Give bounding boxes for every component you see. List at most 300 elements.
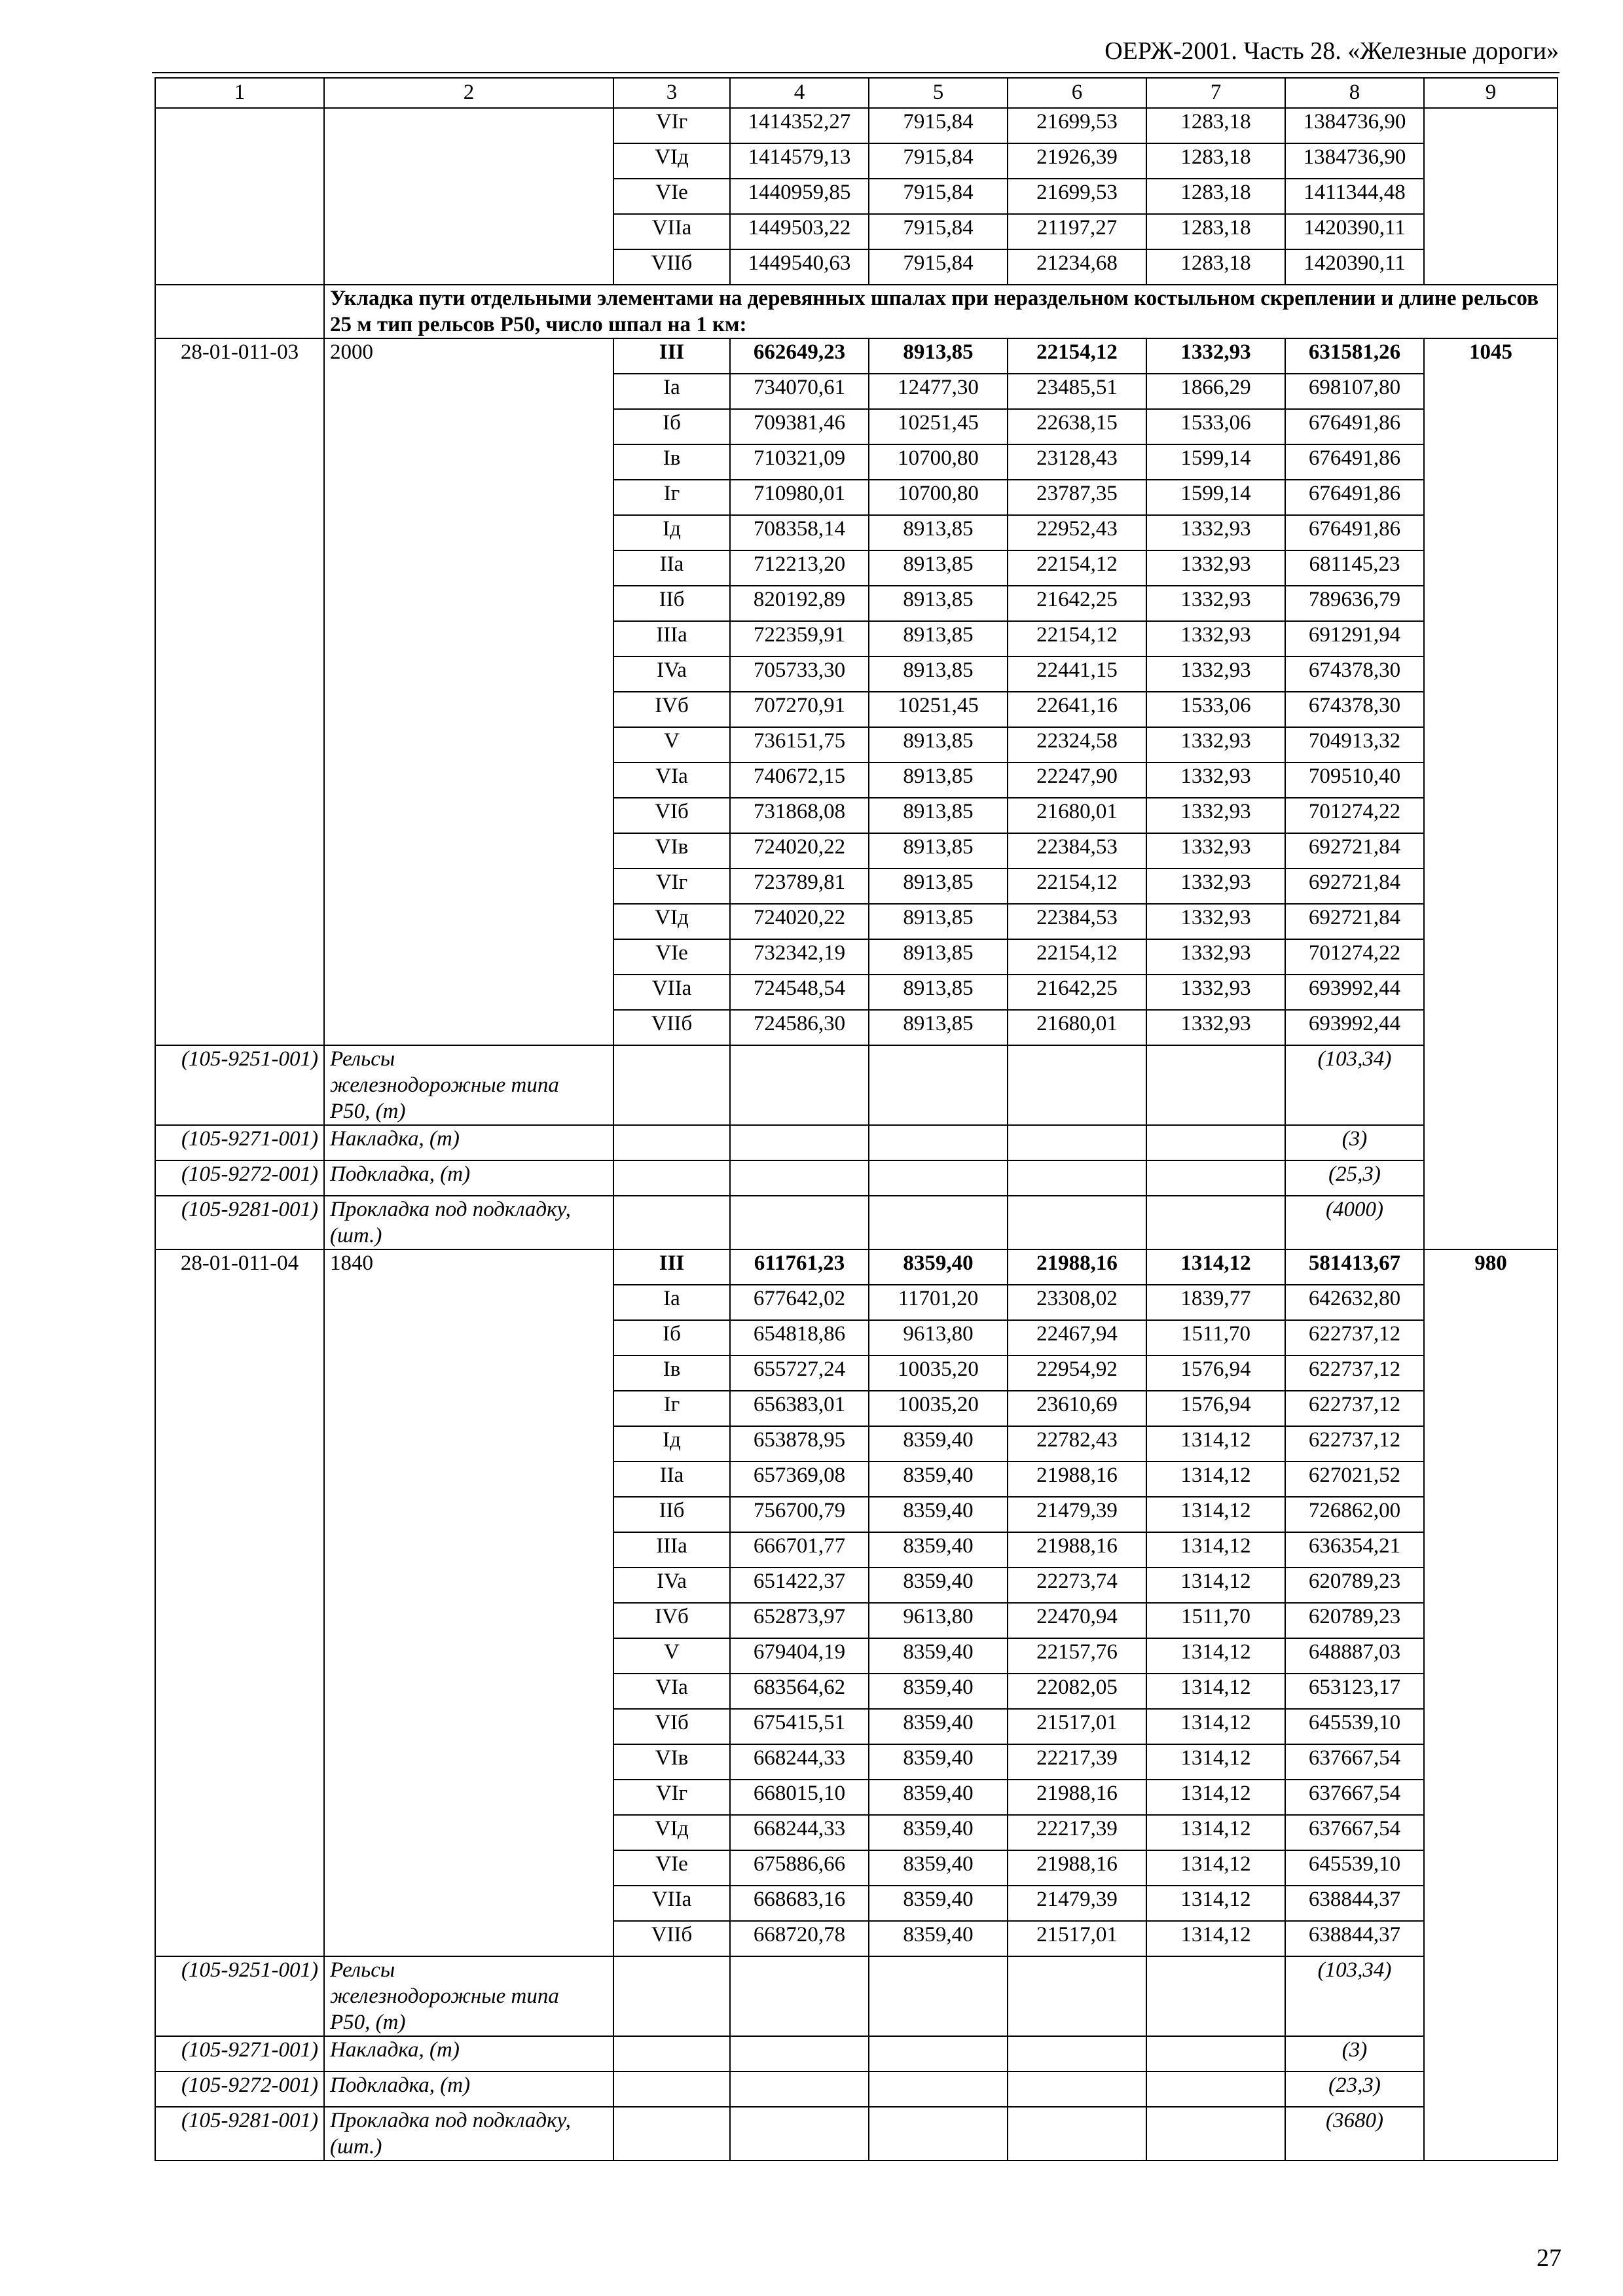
machines-cell: 23787,35: [1008, 480, 1146, 515]
materials-cost-cell: 622737,12: [1285, 1355, 1424, 1391]
empty-cell: [869, 1160, 1008, 1196]
wages-cell: 9613,80: [869, 1320, 1008, 1355]
materials-cost-cell: 622737,12: [1285, 1320, 1424, 1355]
material-name-line: Р50, (т): [330, 1100, 406, 1123]
wages-cell: 8913,85: [869, 515, 1008, 550]
code-cell: [155, 285, 324, 338]
materials-cost-cell: 676491,86: [1285, 409, 1424, 444]
materials-cost-cell: 637667,54: [1285, 1744, 1424, 1780]
sleepers-count-cell: 1840: [324, 1249, 613, 1956]
price-zone-cell: VIa: [613, 762, 730, 798]
wages-cell: 12477,30: [869, 374, 1008, 409]
description-cell: [324, 108, 613, 285]
machinist-wages-cell: 1332,93: [1146, 798, 1285, 833]
material-quantity: (4000): [1285, 1196, 1424, 1249]
materials-cost-cell: 692721,84: [1285, 833, 1424, 869]
price-zone-cell: VIд: [613, 143, 730, 179]
machines-cell: 21988,16: [1008, 1780, 1146, 1815]
direct-cost-cell: 1440959,85: [730, 179, 869, 214]
price-zone-cell: VIг: [613, 1780, 730, 1815]
empty-cell: [869, 1196, 1008, 1249]
materials-cost-cell: 674378,30: [1285, 656, 1424, 692]
empty-cell: [613, 1125, 730, 1160]
material-quantity: (23,3): [1285, 2072, 1424, 2107]
machinist-wages-cell: 1511,70: [1146, 1603, 1285, 1638]
materials-cost-cell: 789636,79: [1285, 586, 1424, 621]
empty-cell: [730, 1956, 869, 2036]
machines-cell: 22157,76: [1008, 1638, 1146, 1674]
wages-cell: 8913,85: [869, 586, 1008, 621]
empty-cell: [1008, 2036, 1146, 2072]
empty-cell: [613, 2072, 730, 2107]
machines-cell: 21988,16: [1008, 1532, 1146, 1568]
material-quantity: (3680): [1285, 2107, 1424, 2161]
material-row: [155, 1196, 1558, 1249]
wages-cell: 8913,85: [869, 939, 1008, 975]
machinist-wages-cell: 1314,12: [1146, 1568, 1285, 1603]
direct-cost-cell: 724548,54: [730, 975, 869, 1010]
wages-cell: 8913,85: [869, 727, 1008, 762]
price-zone-cell: III: [613, 1249, 730, 1285]
machines-cell: 21988,16: [1008, 1462, 1146, 1497]
machinist-wages-cell: 1332,93: [1146, 762, 1285, 798]
empty-cell: [1146, 2107, 1285, 2161]
wages-cell: 10700,80: [869, 480, 1008, 515]
empty-cell: [1146, 2036, 1285, 2072]
machinist-wages-cell: 1314,12: [1146, 1462, 1285, 1497]
wages-cell: 8359,40: [869, 1462, 1008, 1497]
wages-cell: 11701,20: [869, 1285, 1008, 1320]
machines-cell: 22154,12: [1008, 550, 1146, 586]
price-zone-cell: III: [613, 338, 730, 374]
machinist-wages-cell: 1283,18: [1146, 249, 1285, 285]
machines-cell: 21926,39: [1008, 143, 1146, 179]
empty-cell: [1008, 2072, 1146, 2107]
machinist-wages-cell: 1332,93: [1146, 904, 1285, 939]
material-code: (105-9271-001): [155, 2036, 324, 2072]
machinist-wages-cell: 1332,93: [1146, 939, 1285, 975]
column-number-9: 9: [1424, 78, 1558, 108]
direct-cost-cell: 651422,37: [730, 1568, 869, 1603]
material-name-line: Прокладка под подкладку,: [330, 1198, 571, 1221]
price-zone-cell: VIг: [613, 108, 730, 143]
material-name: [324, 2107, 613, 2161]
material-row: [155, 1045, 1558, 1125]
material-name-line: (шт.): [330, 2135, 382, 2159]
machines-cell: 21479,39: [1008, 1497, 1146, 1532]
direct-cost-cell: 1414352,27: [730, 108, 869, 143]
empty-cell: [869, 2072, 1008, 2107]
direct-cost-cell: 732342,19: [730, 939, 869, 975]
material-quantity: (3): [1285, 2036, 1424, 2072]
materials-cost-cell: 581413,67: [1285, 1249, 1424, 1285]
material-name-line: железнодорожные типа: [330, 1073, 559, 1097]
price-zone-cell: IIб: [613, 1497, 730, 1532]
page-header: ОЕРЖ-2001. Часть 28. «Железные дороги»: [1104, 37, 1559, 65]
price-zone-cell: Iв: [613, 1355, 730, 1391]
wages-cell: 8359,40: [869, 1921, 1008, 1956]
machines-cell: 22638,15: [1008, 409, 1146, 444]
price-zone-cell: IIa: [613, 550, 730, 586]
materials-cost-cell: 692721,84: [1285, 869, 1424, 904]
materials-cost-cell: 701274,22: [1285, 939, 1424, 975]
empty-cell: [613, 1196, 730, 1249]
material-name: [324, 1160, 613, 1196]
machines-cell: 22441,15: [1008, 656, 1146, 692]
material-name-line: Р50, (т): [330, 2011, 406, 2034]
materials-cost-cell: 631581,26: [1285, 338, 1424, 374]
wages-cell: 8913,85: [869, 550, 1008, 586]
price-table: [155, 77, 1558, 2161]
machines-cell: 22782,43: [1008, 1426, 1146, 1462]
machinist-wages-cell: 1314,12: [1146, 1532, 1285, 1568]
wages-cell: 8359,40: [869, 1249, 1008, 1285]
table-row: [155, 1249, 1558, 1285]
price-zone-cell: VIIa: [613, 1886, 730, 1921]
machinist-wages-cell: 1332,93: [1146, 869, 1285, 904]
machines-cell: 22954,92: [1008, 1355, 1146, 1391]
wages-cell: 7915,84: [869, 179, 1008, 214]
wages-cell: 8913,85: [869, 338, 1008, 374]
price-zone-cell: IIIa: [613, 621, 730, 656]
wages-cell: 8913,85: [869, 869, 1008, 904]
machines-cell: 22641,16: [1008, 692, 1146, 727]
machines-cell: 22154,12: [1008, 869, 1146, 904]
material-name-line: Рельсы: [330, 1047, 395, 1071]
machines-cell: 23610,69: [1008, 1391, 1146, 1426]
materials-cost-cell: 622737,12: [1285, 1426, 1424, 1462]
direct-cost-cell: 731868,08: [730, 798, 869, 833]
material-name: [324, 1125, 613, 1160]
materials-cost-cell: 701274,22: [1285, 798, 1424, 833]
machines-cell: 22384,53: [1008, 833, 1146, 869]
price-zone-cell: Iб: [613, 1320, 730, 1355]
wages-cell: 9613,80: [869, 1603, 1008, 1638]
material-name-line: Рельсы: [330, 1958, 395, 1982]
direct-cost-cell: 668015,10: [730, 1780, 869, 1815]
wages-cell: 10035,20: [869, 1355, 1008, 1391]
machines-cell: 21234,68: [1008, 249, 1146, 285]
price-zone-cell: Ia: [613, 1285, 730, 1320]
material-row: [155, 2036, 1558, 2072]
price-zone-cell: Iг: [613, 1391, 730, 1426]
empty-cell: [1146, 1196, 1285, 1249]
materials-cost-cell: 726862,00: [1285, 1497, 1424, 1532]
materials-cost-cell: 620789,23: [1285, 1568, 1424, 1603]
wages-cell: 8913,85: [869, 1010, 1008, 1045]
machinist-wages-cell: 1314,12: [1146, 1744, 1285, 1780]
price-zone-cell: VIд: [613, 904, 730, 939]
wages-cell: 8359,40: [869, 1780, 1008, 1815]
machines-cell: 22470,94: [1008, 1603, 1146, 1638]
wages-cell: 8359,40: [869, 1850, 1008, 1886]
price-zone-cell: Iг: [613, 480, 730, 515]
wages-cell: 8913,85: [869, 762, 1008, 798]
machines-cell: 22154,12: [1008, 939, 1146, 975]
direct-cost-cell: 654818,86: [730, 1320, 869, 1355]
wages-cell: 8359,40: [869, 1638, 1008, 1674]
price-zone-cell: Iв: [613, 444, 730, 480]
material-quantity: (25,3): [1285, 1160, 1424, 1196]
empty-cell: [1146, 1125, 1285, 1160]
machinist-wages-cell: 1866,29: [1146, 374, 1285, 409]
price-zone-cell: Iд: [613, 1426, 730, 1462]
machines-cell: 23308,02: [1008, 1285, 1146, 1320]
empty-cell: [1008, 1956, 1146, 2036]
empty-cell: [613, 1045, 730, 1125]
machinist-wages-cell: 1283,18: [1146, 108, 1285, 143]
empty-cell: [1008, 1045, 1146, 1125]
machines-cell: 21517,01: [1008, 1921, 1146, 1956]
direct-cost-cell: 675415,51: [730, 1709, 869, 1744]
machinist-wages-cell: 1576,94: [1146, 1355, 1285, 1391]
machines-cell: 22467,94: [1008, 1320, 1146, 1355]
section-title-row: [155, 285, 1558, 338]
price-zone-cell: VIe: [613, 179, 730, 214]
materials-cost-cell: 1411344,48: [1285, 179, 1424, 214]
materials-cost-cell: 627021,52: [1285, 1462, 1424, 1497]
direct-cost-cell: 722359,91: [730, 621, 869, 656]
price-zone-cell: VIe: [613, 939, 730, 975]
direct-cost-cell: 1449503,22: [730, 214, 869, 249]
direct-cost-cell: 683564,62: [730, 1674, 869, 1709]
machinist-wages-cell: 1283,18: [1146, 179, 1285, 214]
column-number-4: 4: [730, 78, 869, 108]
machines-cell: 22154,12: [1008, 338, 1146, 374]
materials-cost-cell: 622737,12: [1285, 1391, 1424, 1426]
wages-cell: 8913,85: [869, 904, 1008, 939]
machinist-wages-cell: 1332,93: [1146, 621, 1285, 656]
workers-cell: [1424, 108, 1558, 285]
table-row: [155, 338, 1558, 374]
column-number-1: 1: [155, 78, 324, 108]
empty-cell: [869, 2107, 1008, 2161]
machinist-wages-cell: 1314,12: [1146, 1886, 1285, 1921]
machines-cell: 22324,58: [1008, 727, 1146, 762]
price-zone-cell: V: [613, 1638, 730, 1674]
material-code: (105-9281-001): [155, 2107, 324, 2161]
machines-cell: 23485,51: [1008, 374, 1146, 409]
materials-cost-cell: 676491,86: [1285, 480, 1424, 515]
workers-cell: 1045: [1424, 338, 1558, 1249]
empty-cell: [1146, 1956, 1285, 2036]
materials-cost-cell: 645539,10: [1285, 1709, 1424, 1744]
material-quantity: (3): [1285, 1125, 1424, 1160]
wages-cell: 8913,85: [869, 975, 1008, 1010]
column-number-row: [155, 78, 1558, 108]
price-zone-cell: IVa: [613, 1568, 730, 1603]
direct-cost-cell: 662649,23: [730, 338, 869, 374]
wages-cell: 7915,84: [869, 214, 1008, 249]
direct-cost-cell: 656383,01: [730, 1391, 869, 1426]
materials-cost-cell: 638844,37: [1285, 1921, 1424, 1956]
price-zone-cell: IIIa: [613, 1532, 730, 1568]
machines-cell: 21680,01: [1008, 1010, 1146, 1045]
empty-cell: [1008, 1160, 1146, 1196]
machinist-wages-cell: 1533,06: [1146, 692, 1285, 727]
materials-cost-cell: 638844,37: [1285, 1886, 1424, 1921]
price-zone-cell: VIв: [613, 833, 730, 869]
direct-cost-cell: 710980,01: [730, 480, 869, 515]
materials-cost-cell: 637667,54: [1285, 1815, 1424, 1850]
material-name: [324, 1196, 613, 1249]
machinist-wages-cell: 1599,14: [1146, 444, 1285, 480]
machines-cell: 22217,39: [1008, 1744, 1146, 1780]
machinist-wages-cell: 1314,12: [1146, 1638, 1285, 1674]
machines-cell: 21479,39: [1008, 1886, 1146, 1921]
materials-cost-cell: 1384736,90: [1285, 143, 1424, 179]
machines-cell: 22082,05: [1008, 1674, 1146, 1709]
section-title: Укладка пути отдельными элементами на деревянных шпалах при нераздельном костыльном скреплении и длине рельсов 25 м тип рельсов Р50, число шпал на 1 км:: [324, 285, 1558, 338]
machinist-wages-cell: 1511,70: [1146, 1320, 1285, 1355]
direct-cost-cell: 668683,16: [730, 1886, 869, 1921]
direct-cost-cell: 653878,95: [730, 1426, 869, 1462]
material-code: (105-9281-001): [155, 1196, 324, 1249]
direct-cost-cell: 712213,20: [730, 550, 869, 586]
direct-cost-cell: 611761,23: [730, 1249, 869, 1285]
direct-cost-cell: 668720,78: [730, 1921, 869, 1956]
page-number: 27: [1537, 2244, 1561, 2272]
empty-cell: [869, 1956, 1008, 2036]
empty-cell: [613, 2036, 730, 2072]
material-row: [155, 1125, 1558, 1160]
column-number-7: 7: [1146, 78, 1285, 108]
machinist-wages-cell: 1839,77: [1146, 1285, 1285, 1320]
price-zone-cell: VIe: [613, 1850, 730, 1886]
machinist-wages-cell: 1332,93: [1146, 727, 1285, 762]
direct-cost-cell: 724020,22: [730, 833, 869, 869]
direct-cost-cell: 652873,97: [730, 1603, 869, 1638]
direct-cost-cell: 734070,61: [730, 374, 869, 409]
wages-cell: 8913,85: [869, 621, 1008, 656]
machines-cell: 22273,74: [1008, 1568, 1146, 1603]
direct-cost-cell: 668244,33: [730, 1744, 869, 1780]
machines-cell: 21699,53: [1008, 108, 1146, 143]
direct-cost-cell: 820192,89: [730, 586, 869, 621]
material-row: [155, 2072, 1558, 2107]
materials-cost-cell: 691291,94: [1285, 621, 1424, 656]
sleepers-count-cell: 2000: [324, 338, 613, 1045]
material-name-line: железнодорожные типа: [330, 1984, 559, 2008]
price-zone-cell: IIб: [613, 586, 730, 621]
direct-cost-cell: 655727,24: [730, 1355, 869, 1391]
wages-cell: 8359,40: [869, 1532, 1008, 1568]
code-cell: 28-01-011-03: [155, 338, 324, 1045]
empty-cell: [730, 1160, 869, 1196]
direct-cost-cell: 736151,75: [730, 727, 869, 762]
empty-cell: [613, 1160, 730, 1196]
price-zone-cell: VIд: [613, 1815, 730, 1850]
material-name: [324, 1956, 613, 2036]
workers-cell: 980: [1424, 1249, 1558, 2161]
header-rule: [152, 72, 1559, 73]
materials-cost-cell: 648887,03: [1285, 1638, 1424, 1674]
material-code: (105-9251-001): [155, 1045, 324, 1125]
empty-cell: [1146, 1160, 1285, 1196]
direct-cost-cell: 723789,81: [730, 869, 869, 904]
machines-cell: 23128,43: [1008, 444, 1146, 480]
machinist-wages-cell: 1314,12: [1146, 1426, 1285, 1462]
machinist-wages-cell: 1314,12: [1146, 1249, 1285, 1285]
price-zone-cell: Iб: [613, 409, 730, 444]
empty-cell: [613, 2107, 730, 2161]
column-number-8: 8: [1285, 78, 1424, 108]
wages-cell: 8913,85: [869, 833, 1008, 869]
column-number-3: 3: [613, 78, 730, 108]
wages-cell: 8359,40: [869, 1744, 1008, 1780]
price-zone-cell: VIг: [613, 869, 730, 904]
machines-cell: 22384,53: [1008, 904, 1146, 939]
direct-cost-cell: 668244,33: [730, 1815, 869, 1850]
empty-cell: [1008, 1125, 1146, 1160]
materials-cost-cell: 653123,17: [1285, 1674, 1424, 1709]
machinist-wages-cell: 1576,94: [1146, 1391, 1285, 1426]
machinist-wages-cell: 1314,12: [1146, 1921, 1285, 1956]
price-zone-cell: VIIa: [613, 214, 730, 249]
materials-cost-cell: 692721,84: [1285, 904, 1424, 939]
machines-cell: 21988,16: [1008, 1850, 1146, 1886]
materials-cost-cell: 693992,44: [1285, 975, 1424, 1010]
direct-cost-cell: 679404,19: [730, 1638, 869, 1674]
direct-cost-cell: 666701,77: [730, 1532, 869, 1568]
price-zone-cell: IVб: [613, 692, 730, 727]
wages-cell: 10251,45: [869, 409, 1008, 444]
empty-cell: [613, 1956, 730, 2036]
machines-cell: 21197,27: [1008, 214, 1146, 249]
column-number-5: 5: [869, 78, 1008, 108]
empty-cell: [1008, 2107, 1146, 2161]
machinist-wages-cell: 1332,93: [1146, 833, 1285, 869]
material-name-line: Подкладка, (т): [330, 1162, 471, 1186]
materials-cost-cell: 642632,80: [1285, 1285, 1424, 1320]
price-zone-cell: V: [613, 727, 730, 762]
material-name: [324, 2072, 613, 2107]
wages-cell: 8913,85: [869, 656, 1008, 692]
materials-cost-cell: 636354,21: [1285, 1532, 1424, 1568]
materials-cost-cell: 681145,23: [1285, 550, 1424, 586]
wages-cell: 7915,84: [869, 108, 1008, 143]
price-zone-cell: Iд: [613, 515, 730, 550]
price-zone-cell: VIIб: [613, 1921, 730, 1956]
machinist-wages-cell: 1314,12: [1146, 1815, 1285, 1850]
machinist-wages-cell: 1332,93: [1146, 586, 1285, 621]
direct-cost-cell: 724020,22: [730, 904, 869, 939]
wages-cell: 10035,20: [869, 1391, 1008, 1426]
machinist-wages-cell: 1533,06: [1146, 409, 1285, 444]
empty-cell: [869, 1045, 1008, 1125]
materials-cost-cell: 709510,40: [1285, 762, 1424, 798]
materials-cost-cell: 674378,30: [1285, 692, 1424, 727]
machinist-wages-cell: 1332,93: [1146, 656, 1285, 692]
machinist-wages-cell: 1332,93: [1146, 550, 1285, 586]
wages-cell: 8359,40: [869, 1426, 1008, 1462]
direct-cost-cell: 677642,02: [730, 1285, 869, 1320]
machines-cell: 21642,25: [1008, 586, 1146, 621]
material-code: (105-9251-001): [155, 1956, 324, 2036]
table-row: [155, 108, 1558, 143]
wages-cell: 8359,40: [869, 1886, 1008, 1921]
direct-cost-cell: 710321,09: [730, 444, 869, 480]
materials-cost-cell: 676491,86: [1285, 444, 1424, 480]
materials-cost-cell: 1420390,11: [1285, 214, 1424, 249]
machines-cell: 22217,39: [1008, 1815, 1146, 1850]
machinist-wages-cell: 1332,93: [1146, 975, 1285, 1010]
price-zone-cell: VIIa: [613, 975, 730, 1010]
material-row: [155, 2107, 1558, 2161]
material-name-line: Подкладка, (т): [330, 2073, 471, 2097]
material-row: [155, 1160, 1558, 1196]
empty-cell: [730, 1045, 869, 1125]
